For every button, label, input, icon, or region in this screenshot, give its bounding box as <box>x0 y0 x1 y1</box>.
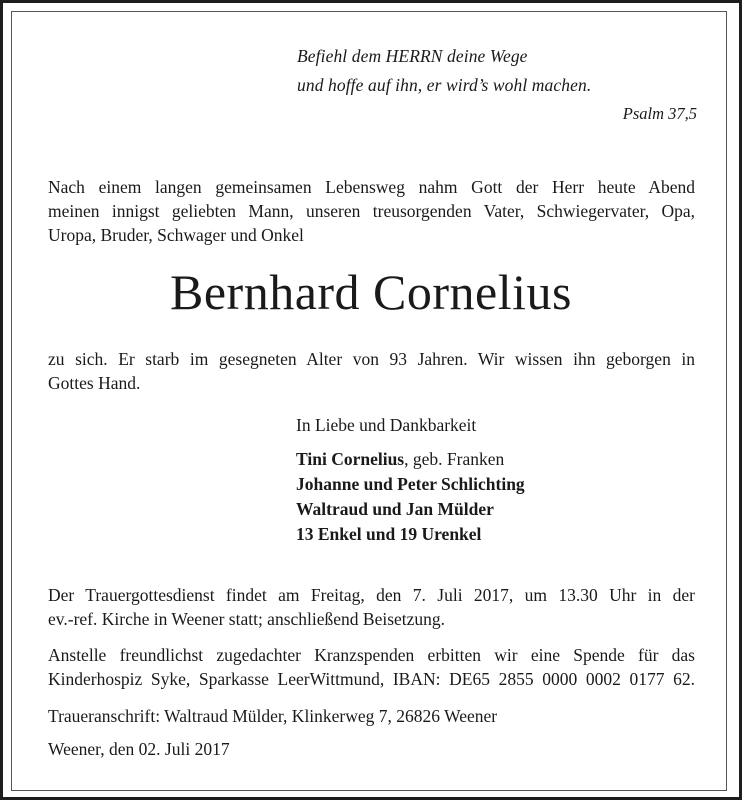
deceased-name: Bernhard Cornelius <box>170 264 572 320</box>
service-line-2: ev.-ref. Kirche in Weener statt; anschließend Beisetzung. <box>48 609 446 629</box>
intro-line-3: Uropa, Bruder, Schwager und Onkel <box>48 225 304 245</box>
after-name-line-1: zu sich. Er starb im gesegneten Alter von 93 Jahren. Wir wissen ihn geborgen in <box>48 349 695 369</box>
mourning-address: Traueranschrift: Waltraud Mülder, Klinkerweg 7, 26826 Weener <box>48 706 498 726</box>
verse-reference: Psalm 37,5 <box>622 104 697 123</box>
service-paragraph <box>48 583 695 631</box>
mourner-name-suffix: , geb. Franken <box>404 449 505 469</box>
verse-line-2: und hoffe auf ihn, er wird’s wohl machen. <box>297 75 592 95</box>
after-name-paragraph <box>48 347 695 395</box>
mourner-line-4: 13 Enkel und 19 Urenkel <box>296 524 482 544</box>
service-line-1: Der Trauergottesdienst findet am Freitag, den 7. Juli 2017, um 13.30 Uhr in der <box>48 585 695 605</box>
mourner-line-2: Johanne und Peter Schlichting <box>296 474 525 494</box>
intro-line-2: meinen innigst geliebten Mann, unseren treusorgenden Vater, Schwiegervater, Opa, <box>48 201 695 221</box>
after-name-line-2: Gottes Hand. <box>48 373 141 393</box>
place-date: Weener, den 02. Juli 2017 <box>48 739 230 759</box>
donation-line-1: Anstelle freundlichst zugedachter Kranzspenden erbitten wir eine Spende für das <box>48 645 695 665</box>
mourner-line-3: Waltraud und Jan Mülder <box>296 499 494 519</box>
verse-line-1: Befiehl dem HERRN deine Wege <box>297 46 528 66</box>
donation-line-2: Kinderhospiz Syke, Sparkasse LeerWittmund, IBAN: DE65 2855 0000 0002 0177 62. <box>48 669 695 689</box>
mourner-name-bold: Tini Cornelius <box>296 449 405 469</box>
mourners-heading: In Liebe und Dankbarkeit <box>296 415 477 435</box>
donation-paragraph <box>48 643 695 691</box>
intro-line-1: Nach einem langen gemeinsamen Lebensweg nahm Gott der Herr heute Abend <box>48 177 695 197</box>
intro-paragraph <box>48 175 695 247</box>
mourner-line-1 <box>296 449 504 470</box>
